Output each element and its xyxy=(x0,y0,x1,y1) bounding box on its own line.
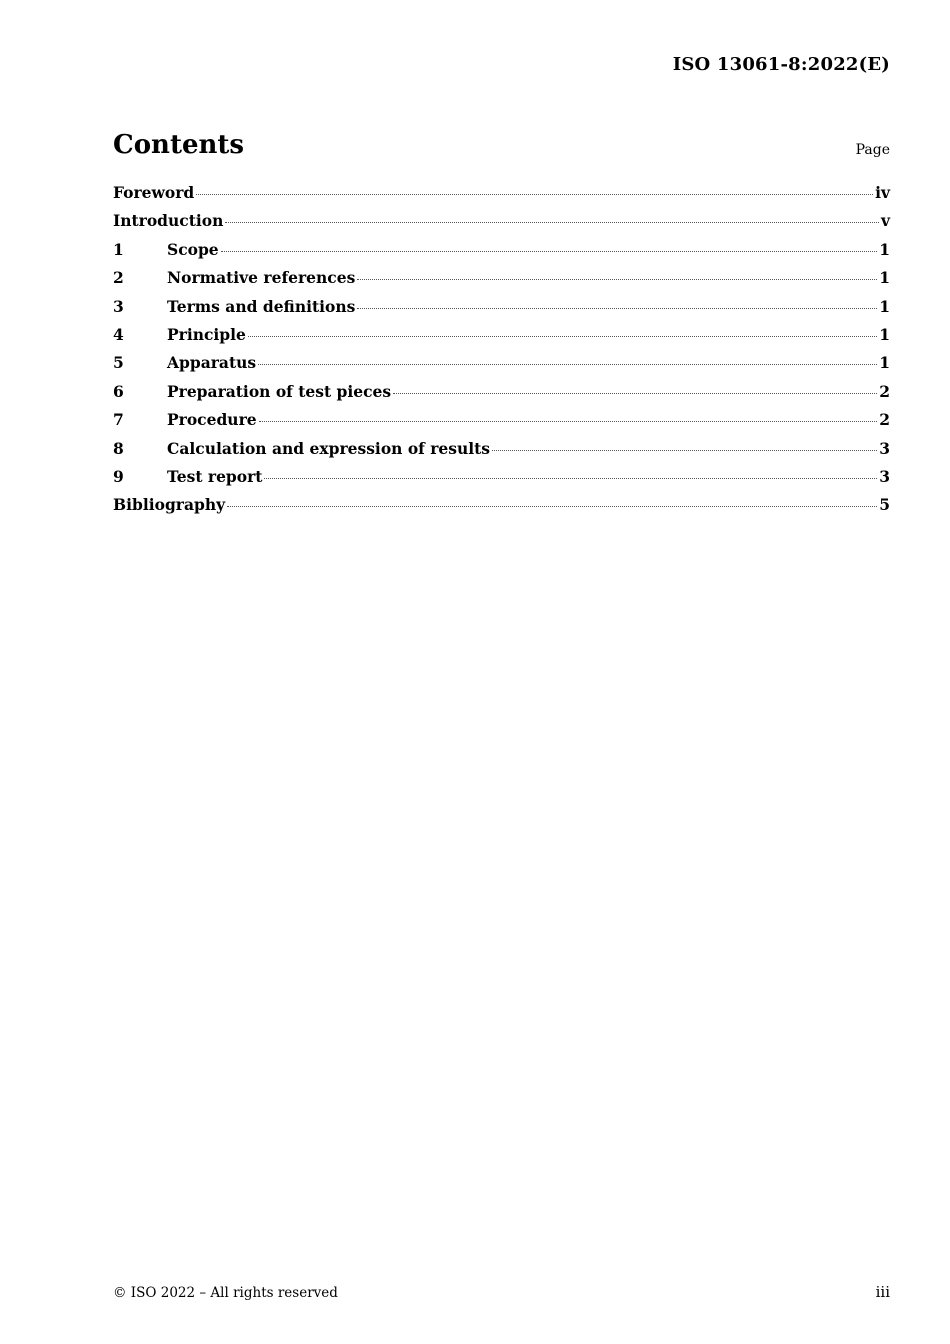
toc-entry-title: Calculation and expression of results xyxy=(167,438,491,458)
page-number: iii xyxy=(875,1283,890,1301)
toc-entry-title: Apparatus xyxy=(167,353,257,373)
dot-leader xyxy=(221,251,878,252)
toc-entry-introduction[interactable] xyxy=(113,211,890,239)
toc-entry-title: Terms and definitions xyxy=(167,296,356,316)
dot-leader xyxy=(492,450,877,451)
toc-entry-calculation-and-expression-of-results[interactable] xyxy=(113,439,890,467)
toc-entry-number: 6 xyxy=(113,381,124,401)
toc-entry-title: Principle xyxy=(167,324,246,344)
toc-entry-page: iv xyxy=(875,183,890,202)
page-column-label: Page xyxy=(855,142,890,158)
toc-entry-title: Normative references xyxy=(167,268,356,288)
table-of-contents xyxy=(113,183,890,524)
dot-leader xyxy=(258,364,877,365)
toc-entry-terms-and-definitions[interactable] xyxy=(113,297,890,325)
toc-entry-test-report[interactable] xyxy=(113,467,890,495)
toc-entry-number: 4 xyxy=(113,324,124,344)
toc-entry-bibliography[interactable] xyxy=(113,495,890,523)
dot-leader xyxy=(357,308,877,309)
toc-entry-title: Test report xyxy=(167,466,263,486)
dot-leader xyxy=(196,194,873,195)
toc-entry-number: 7 xyxy=(113,410,124,430)
toc-entry-principle[interactable] xyxy=(113,325,890,353)
toc-entry-page: 2 xyxy=(879,381,890,401)
toc-entry-page: v xyxy=(880,211,890,231)
toc-entry-title: Preparation of test pieces xyxy=(167,381,392,401)
toc-entry-title: Bibliography xyxy=(113,495,226,515)
contents-title: Contents xyxy=(113,130,245,160)
toc-entry-page: 5 xyxy=(879,495,890,515)
dot-leader xyxy=(264,478,877,479)
dot-leader xyxy=(227,506,877,507)
copyright-notice: © ISO 2022 – All rights reserved xyxy=(113,1285,338,1301)
toc-entry-number: 1 xyxy=(113,239,124,259)
toc-entry-foreword[interactable] xyxy=(113,183,890,211)
toc-entry-normative-references[interactable] xyxy=(113,268,890,296)
toc-entry-page: 1 xyxy=(879,268,890,288)
toc-entry-apparatus[interactable] xyxy=(113,353,890,381)
dot-leader xyxy=(393,393,877,394)
dot-leader xyxy=(225,222,879,223)
toc-entry-page: 2 xyxy=(879,410,890,430)
toc-entry-page: 1 xyxy=(879,324,890,344)
dot-leader xyxy=(248,336,877,337)
toc-entry-number: 5 xyxy=(113,353,124,373)
toc-entry-page: 3 xyxy=(879,438,890,458)
document-identifier: ISO 13061-8:2022(E) xyxy=(672,54,890,75)
toc-entry-page: 1 xyxy=(879,353,890,373)
dot-leader xyxy=(259,421,878,422)
toc-entry-number: 8 xyxy=(113,438,124,458)
toc-entry-page: 3 xyxy=(879,466,890,486)
toc-entry-number: 2 xyxy=(113,268,124,288)
dot-leader xyxy=(357,279,877,280)
toc-entry-page: 1 xyxy=(879,296,890,316)
toc-entry-procedure[interactable] xyxy=(113,410,890,438)
toc-entry-title: Procedure xyxy=(167,410,257,430)
toc-entry-number: 3 xyxy=(113,296,124,316)
toc-entry-title: Scope xyxy=(167,239,219,259)
toc-entry-title: Foreword xyxy=(113,183,195,202)
toc-entry-number: 9 xyxy=(113,466,124,486)
toc-entry-scope[interactable] xyxy=(113,240,890,268)
toc-entry-page: 1 xyxy=(879,239,890,259)
toc-entry-preparation-of-test-pieces[interactable] xyxy=(113,382,890,410)
toc-entry-title: Introduction xyxy=(113,211,224,231)
